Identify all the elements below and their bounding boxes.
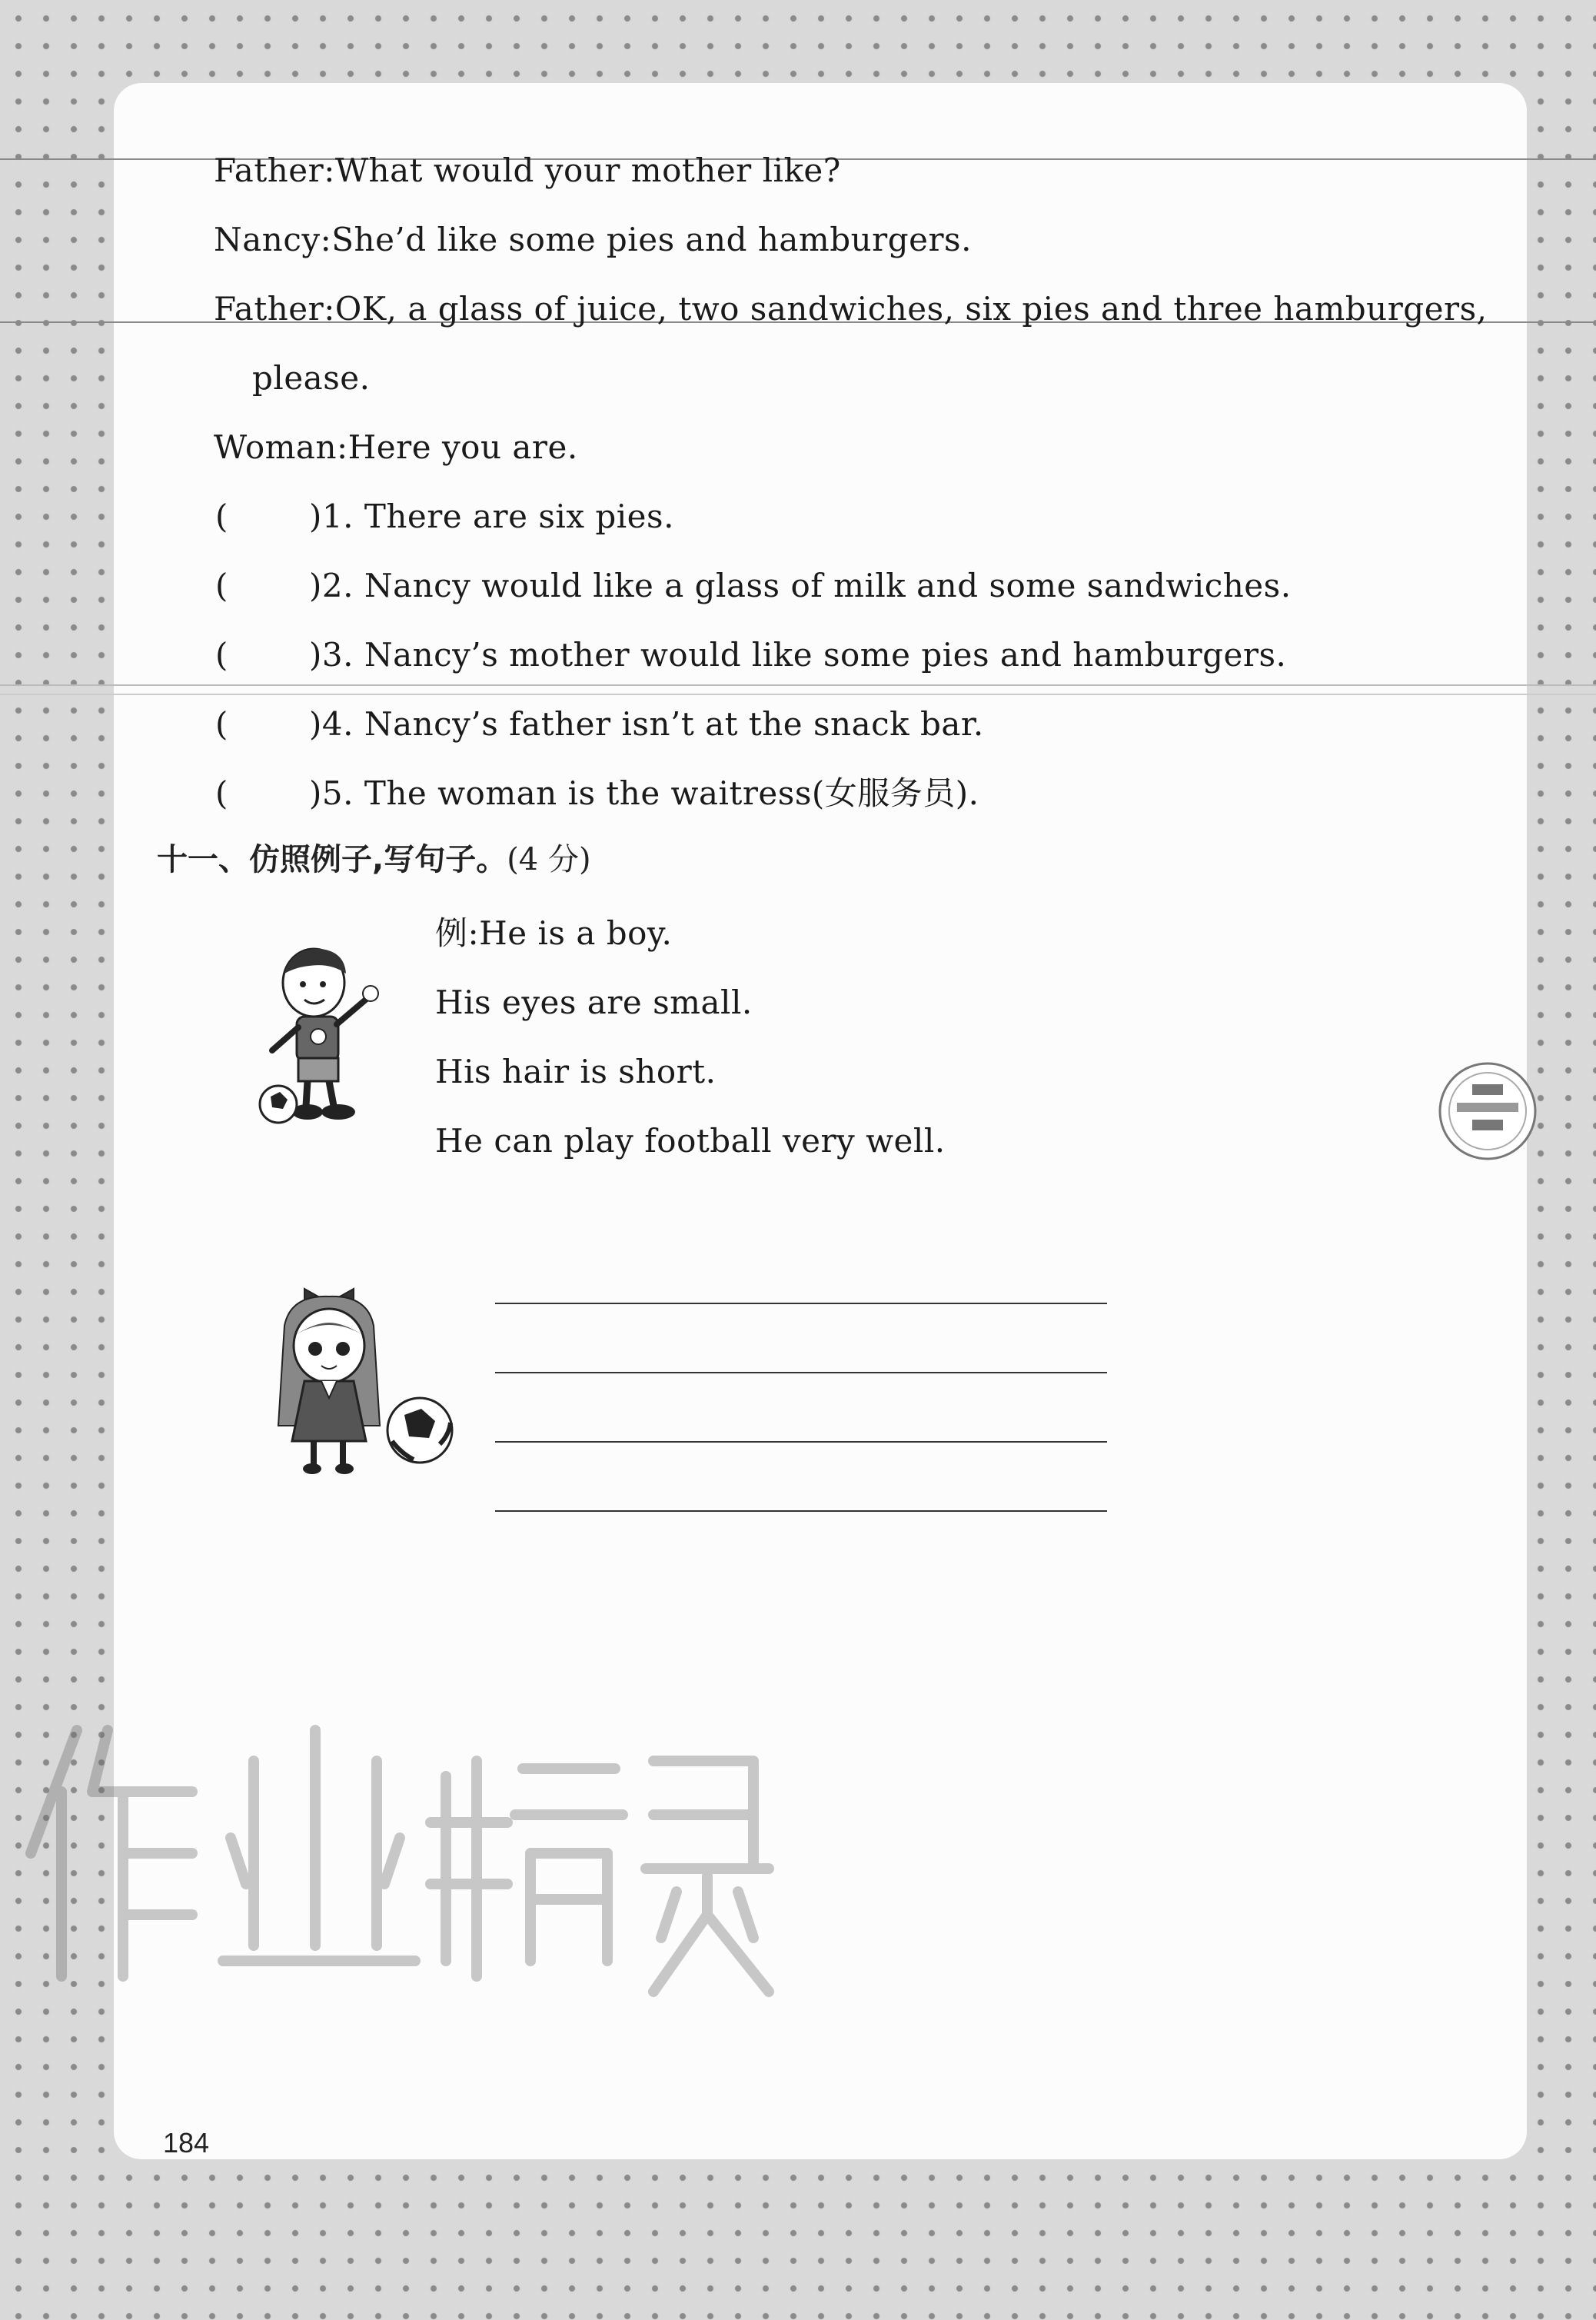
answer-paren-close: ) <box>309 705 322 743</box>
scan-line <box>0 684 1596 686</box>
section-title <box>157 840 591 880</box>
answer-line[interactable] <box>495 1303 1107 1304</box>
example-line <box>435 1052 716 1092</box>
utterance: please. <box>252 359 371 397</box>
answer-paren[interactable]: ( <box>215 567 228 604</box>
answer-paren[interactable]: ( <box>215 705 228 743</box>
utterance: She’d like some pies and hamburgers. <box>331 221 972 258</box>
question-item <box>215 635 1286 675</box>
question-item <box>215 497 674 537</box>
speaker: Father: <box>214 290 335 328</box>
scan-line <box>0 694 1596 695</box>
example-text: His eyes are small. <box>435 984 753 1021</box>
example-line <box>435 914 672 954</box>
utterance: What would your mother like? <box>334 151 841 189</box>
section-title-text: 十一、仿照例子,写句子。 <box>157 842 507 877</box>
question-item <box>215 566 1292 606</box>
example-line <box>435 983 753 1023</box>
utterance: OK, a glass of juice, two sandwiches, six pies and three hamburgers, <box>334 290 1488 328</box>
answer-paren-close: ) <box>309 498 322 535</box>
dialogue-line <box>214 151 841 191</box>
answer-paren[interactable]: ( <box>215 636 228 674</box>
dialogue-line <box>252 358 370 398</box>
answer-paren[interactable]: ( <box>215 498 228 535</box>
question-item <box>215 774 979 814</box>
girl-football-illustration <box>251 1272 466 1487</box>
question-text: 2. Nancy would like a glass of milk and some sandwiches. <box>321 567 1292 604</box>
answer-line[interactable] <box>495 1372 1107 1373</box>
section-score: (4 分) <box>507 842 591 877</box>
answer-line[interactable] <box>495 1510 1107 1512</box>
speaker: Woman: <box>214 428 348 466</box>
watermark-logo <box>15 1684 784 2038</box>
question-text: 3. Nancy’s mother would like some pies and hamburgers. <box>321 636 1287 674</box>
answer-paren-close: ) <box>309 567 322 604</box>
answer-paren-close: ) <box>309 774 322 812</box>
question-text: 5. The woman is the waitress(女服务员). <box>321 774 979 812</box>
answer-line[interactable] <box>495 1441 1107 1443</box>
dialogue-line <box>214 289 1488 329</box>
page-number: 184 <box>163 2127 210 2159</box>
answer-paren-close: ) <box>309 636 322 674</box>
example-text: His hair is short. <box>435 1053 717 1090</box>
speaker: Nancy: <box>214 221 332 258</box>
question-item <box>215 704 984 744</box>
utterance: Here you are. <box>347 428 578 466</box>
answer-paren[interactable]: ( <box>215 774 228 812</box>
example-line <box>435 1121 946 1161</box>
question-text: 1. There are six pies. <box>321 498 674 535</box>
boy-football-illustration <box>254 943 400 1127</box>
question-text: 4. Nancy’s father isn’t at the snack bar. <box>321 705 984 743</box>
example-text: He can play football very well. <box>435 1122 946 1160</box>
speaker: Father: <box>214 151 335 189</box>
stamp-logo <box>1430 1053 1545 1169</box>
dialogue-line <box>214 428 578 468</box>
example-text: 例:He is a boy. <box>435 914 673 952</box>
dialogue-line <box>214 220 972 260</box>
